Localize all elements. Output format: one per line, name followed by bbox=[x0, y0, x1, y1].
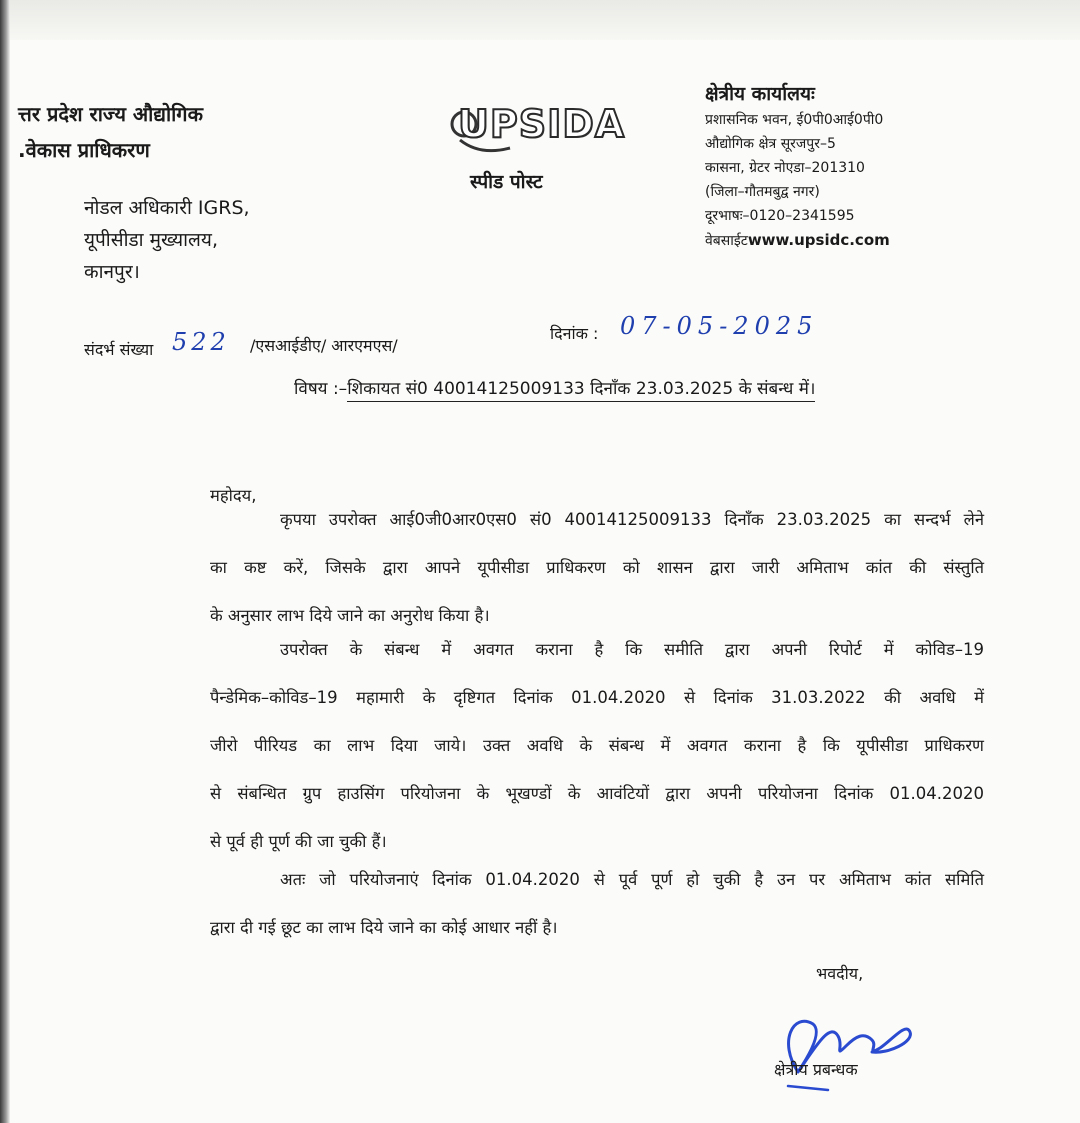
subject-prefix: विषय :– bbox=[294, 379, 348, 399]
paragraph-3-line1: अतः जो परियोजनाएं दिनांक 01.04.2020 से पूर्व पूर्ण हो चुकी है उन पर अमिताभ कांत समिति bbox=[280, 870, 984, 889]
paragraph-2-line3: जीरो पीरियड का लाभ दिया जाये। उक्त अवधि के संबन्ध में अवगत कराना है कि यूपीसीडा प्राधिकरण bbox=[210, 736, 984, 755]
signature-icon bbox=[768, 1002, 918, 1098]
date-handwritten: 07-05-2025 bbox=[620, 312, 819, 340]
reference-label: संदर्भ संख्या bbox=[84, 340, 154, 359]
subject-text: शिकायत सं0 40014125009133 दिनाँक 23.03.2025 के संबन्ध में। bbox=[347, 379, 815, 402]
paragraph-1-line3: के अनुसार लाभ दिये जाने का अनुरोध किया है। bbox=[210, 606, 490, 625]
regional-office-phone: दूरभाषः–0120–2341595 bbox=[705, 208, 855, 224]
authority-name bbox=[18, 96, 203, 168]
subject-line bbox=[294, 376, 815, 399]
paragraph-2 bbox=[210, 626, 984, 866]
regional-office-address-1: प्रशासनिक भवन, ई0पी0आई0पी0 bbox=[705, 112, 884, 128]
regional-office-title: क्षेत्रीय कार्यालयः bbox=[705, 83, 815, 105]
regional-office-address-4: (जिला–गौतमबुद्व नगर) bbox=[705, 184, 820, 200]
reference-suffix: /एसआईडीए/ आरएमएस/ bbox=[250, 336, 398, 355]
date-label: दिनांक : bbox=[550, 324, 599, 343]
recipient-line1: नोडल अधिकारी IGRS, bbox=[84, 197, 250, 219]
valediction: भवदीय, bbox=[816, 964, 864, 983]
paragraph-3 bbox=[210, 856, 984, 952]
recipient-line2: यूपीसीडा मुख्यालय, bbox=[84, 229, 218, 251]
salutation: महोदय, bbox=[210, 486, 257, 505]
regional-office bbox=[705, 80, 890, 253]
upsida-logo-icon bbox=[450, 100, 626, 162]
paragraph-3-line2: द्वारा दी गई छूट का लाभ दिये जाने का कोई आधार नहीं है। bbox=[210, 918, 558, 937]
reference-number-handwritten: 522 bbox=[172, 328, 230, 356]
paragraph-2-line2: पैन्डेमिक–कोविड–19 महामारी के दृष्टिगत दिनांक 01.04.2020 से दिनांक 31.03.2022 की अवधि में bbox=[210, 688, 984, 707]
logo-text: UPSIDA bbox=[458, 102, 626, 146]
paragraph-2-line4: से संबन्धित ग्रुप हाउसिंग परियोजना के भूखण्डों के आवंटियों द्वारा अपनी परियोजना दिनांक 01.04.2020 bbox=[210, 784, 984, 803]
regional-office-website bbox=[705, 228, 890, 253]
scan-top-band bbox=[0, 0, 1080, 40]
authority-name-line2: .वेकास प्राधिकरण bbox=[18, 138, 150, 162]
dispatch-mode: स्पीड पोस्ट bbox=[470, 171, 543, 193]
website-url: www.upsidc.com bbox=[747, 231, 890, 249]
designation: क्षेत्रीय प्रबन्धक bbox=[774, 1060, 858, 1079]
paragraph-2-line1: उपरोक्त के संबन्ध में अवगत कराना है कि समीति द्वारा अपनी रिपोर्ट में कोविड–19 bbox=[280, 640, 984, 659]
authority-name-line1: त्तर प्रदेश राज्य औद्योगिक bbox=[18, 102, 203, 126]
paragraph-1-line1: कृपया उपरोक्त आई0जी0आर0एस0 सं0 40014125009133 दिनाँक 23.03.2025 का सन्दर्भ लेने bbox=[280, 510, 984, 529]
paragraph-2-line5: से पूर्व ही पूर्ण की जा चुकी हैं। bbox=[210, 832, 387, 851]
recipient-line3: कानपुर। bbox=[84, 261, 140, 283]
recipient-address bbox=[84, 192, 250, 288]
website-prefix: वेबसाईट bbox=[705, 233, 748, 249]
regional-office-address-3: कासना, ग्रेटर नोएडा–201310 bbox=[705, 160, 865, 176]
paragraph-1 bbox=[210, 496, 984, 640]
regional-office-address-2: औद्योगिक क्षेत्र सूरजपुर–5 bbox=[705, 136, 836, 152]
scan-left-edge bbox=[0, 0, 10, 1123]
paragraph-1-line2: का कष्ट करें, जिसके द्वारा आपने यूपीसीडा प्राधिकरण को शासन द्वारा जारी अमिताभ कांत की संस्तुति bbox=[210, 558, 984, 577]
